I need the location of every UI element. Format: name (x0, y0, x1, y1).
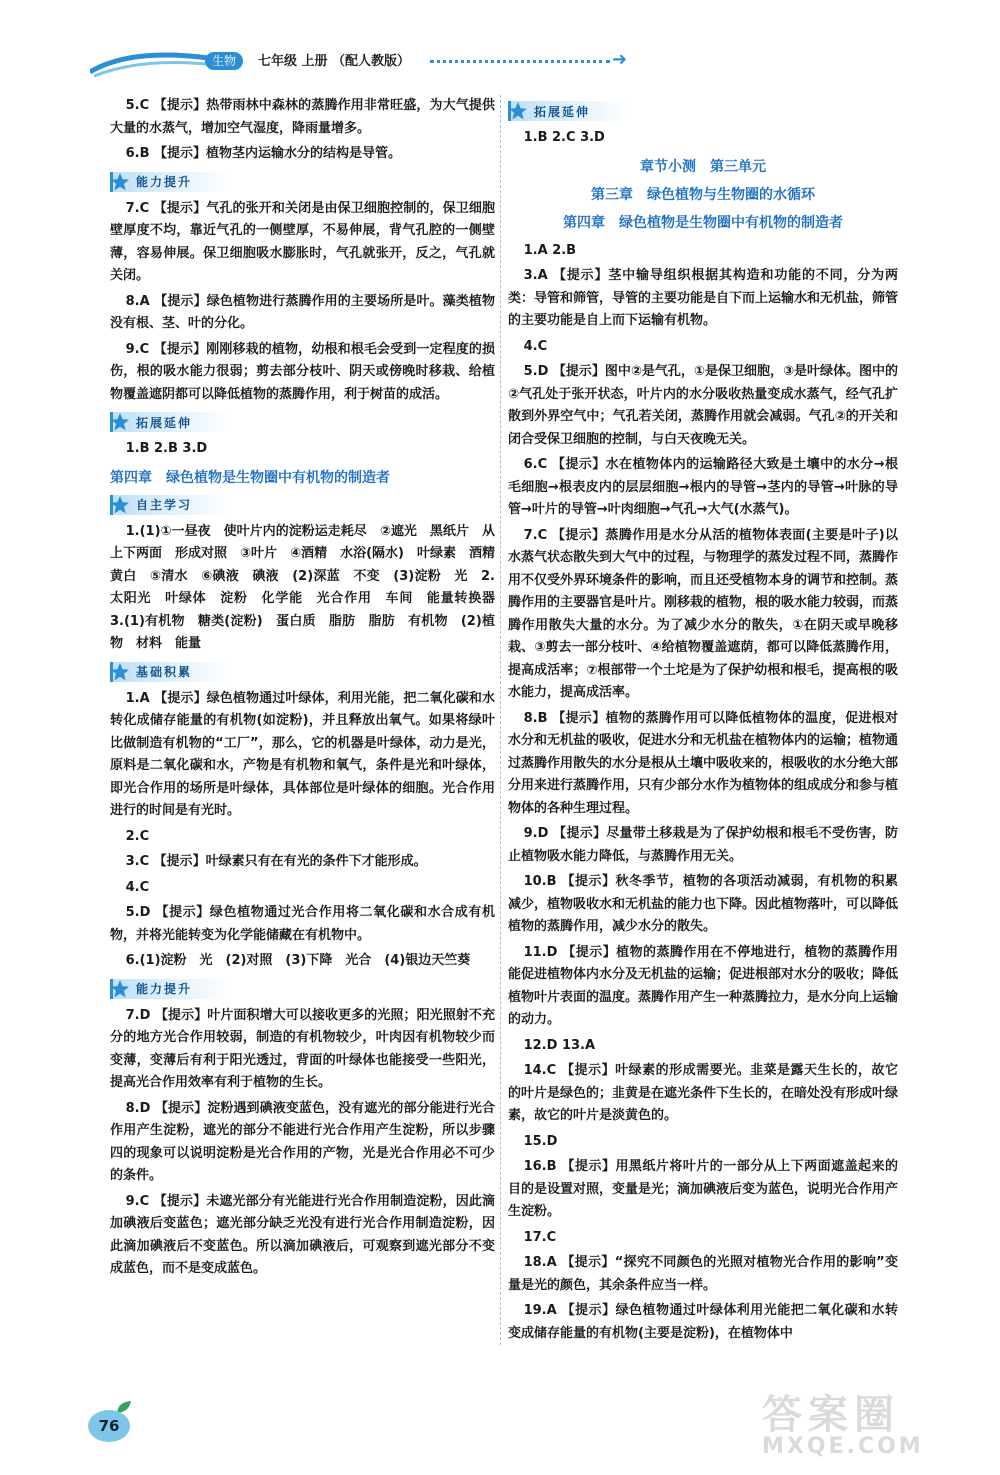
page-number-badge (86, 1400, 136, 1446)
answer-item: 1.A 【提示】绿色植物通过叶绿体，利用光能，把二氧化碳和水转化成储存能量的有机物(如淀粉)，并且释放出氧气。如果将绿叶比做制造有机物的“工厂”，那么，它的机器是叶绿体，动力是光，原料是二氧化碳和水，产物是有机物和氧气，条件是光和叶绿体，即光合作用的场所是叶绿体，具体部位是叶绿体的细胞。光合作用进行的时间是有光时。 (110, 690, 495, 818)
answer-item: 12.D 13.A (523, 1037, 596, 1053)
answer-item: 5.D 【提示】图中②是气孔，①是保卫细胞，③是叶绿体。图中的②气孔处于张开状态，叶片内的水分吸收热量变成水蒸气，经气孔扩散到外界空气中；气孔若关闭，蒸腾作用就会减弱。气孔②的开关和闭合受保卫细胞的控制，与白天夜晚无关。 (508, 364, 898, 447)
answer-item: 10.B 【提示】秋冬季节，植物的各项活动减弱，有机物的积累减少，植物吸收水和无机盐的能力也下降。因此植物落叶，可以降低植物的蒸腾作用，减少水分的散失。 (508, 874, 899, 934)
answer-item: 14.C 【提示】叶绿素的形成需要光。韭菜是露天生长的，故它的叶片是绿色的；韭黄是在遮光条件下生长的，在暗处没有形成叶绿素，故它的叶片是淡黄色的。 (508, 1063, 899, 1123)
section-header (110, 495, 233, 515)
answer-item: 1.B 2.C 3.D (523, 130, 605, 145)
star-icon (508, 101, 528, 121)
answer-item: 8.B 【提示】植物的蒸腾作用可以降低植物体的温度，促进根对水分和无机盐的吸收，促进水分和无机盐在植物体内的运输；植物通过蒸腾作用散失的水分是根从土壤中吸收来的，根吸收的水分绝大部分用来进行蒸腾作用，只有少部分水作为植物体的组成成分和参与植物体的各种生理过程。 (508, 710, 899, 816)
answer-item: 3.C 【提示】叶绿素只有在有光的条件下才能形成。 (125, 854, 427, 869)
answer-item: 7.D 【提示】叶片面积增大可以接收更多的光照；阳光照射不充分的地方光合作用较弱，制造的有机物较少，叶肉因有机物较少而变薄，变薄后有利于阳光透过，背面的叶绿体也能接受一些阳光，提高光合作用效率有利于植物的生长。 (110, 1007, 495, 1090)
left-column (110, 95, 509, 1284)
answer-item: 6.C 【提示】水在植物体内的运输路径大致是土壤中的水分→根毛细胞→根表皮内的层层细胞→根内的导管→茎内的导管→叶脉的导管→叶片的导管→叶肉细胞→气孔→大气(水蒸气)。 (508, 457, 898, 517)
section-header (110, 412, 233, 432)
star-icon (110, 979, 130, 999)
section-header (110, 172, 233, 192)
answer-item: 4.C (523, 338, 548, 354)
book-title: 七年级 上册 （配人教版） (258, 54, 411, 69)
star-icon (110, 662, 130, 682)
answer-item: 18.A 【提示】“探究不同颜色的光照对植物光合作用的影响”变量是光的颜色，其余条件应当一样。 (508, 1255, 898, 1293)
section-title: 自主学习 (136, 498, 193, 512)
page-number: 76 (88, 1410, 130, 1442)
answer-item: 11.D 【提示】植物的蒸腾作用在不停地进行，植物的蒸腾作用能促进植物体内水分及无机盐的运输；促进根部对水分的吸收；降低植物叶片表面的温度。蒸腾作用产生一种蒸腾拉力，是水分向上运输的动力。 (508, 944, 899, 1027)
answer-item: 7.C 【提示】蒸腾作用是水分从活的植物体表面(主要是叶子)以水蒸气状态散失到大气中的过程，与物理学的蒸发过程不同，蒸腾作用不仅受外界环境条件的影响，而且还受植物本身的调节和控制。蒸腾作用的主要器官是叶片。刚移栽的植物，根的吸水能力较弱，而蒸腾作用散失大量的水分。为了减少水分的散失，①在阴天或早晚移栽、③剪去一部分枝叶、④给植物覆盖遮荫，都可以降低蒸腾作用，提高成活率；⑦根部带一个土坨是为了保护幼根和根毛，提高根的吸水能力，提高成活率。 (508, 527, 899, 700)
answer-item: 9.C 【提示】未遮光部分有光能进行光合作用制造淀粉，因此滴加碘液后变蓝色；遮光部分缺乏光没有进行光合作用制造淀粉，因此滴加碘液后不变蓝色。所以滴加碘液后，可观察到遮光部分不变成蓝色，而不是变成蓝色。 (110, 1193, 495, 1276)
answer-item: 16.B 【提示】用黑纸片将叶片的一部分从上下两面遮盖起来的目的是设置对照，变量是光；滴加碘液后变为蓝色，说明光合作用产生淀粉。 (508, 1159, 899, 1219)
answer-item: 5.C 【提示】热带雨林中森林的蒸腾作用非常旺盛，为大气提供大量的水蒸气，增加空气湿度，降雨量增多。 (110, 98, 495, 136)
section-header (110, 662, 233, 682)
arrow-right-icon: ➜ (612, 49, 628, 70)
watermark-text: 答案圈 (762, 1392, 900, 1438)
answer-item: 1.B 2.B 3.D (125, 441, 208, 456)
answer-item: 1.A 2.B (523, 242, 577, 258)
section-title: 能力提升 (136, 175, 193, 189)
subject-badge: 生物 (205, 52, 243, 70)
column-divider (500, 95, 501, 1345)
chapter-heading: 第四章 绿色植物是生物圈中有机物的制造者 (563, 214, 843, 231)
answer-item: 2.C (125, 828, 150, 844)
star-icon (110, 172, 130, 192)
swoosh-decoration-icon (90, 44, 210, 78)
answer-item: 8.D 【提示】淀粉遇到碘液变蓝色，没有遮光的部分能进行光合作用产生淀粉，遮光的部分不能进行光合作用产生淀粉，所以步骤四的现象可以说明淀粉是光合作用的产物，光是光合作用必不可少的条件。 (110, 1100, 495, 1183)
answer-item: 7.C 【提示】气孔的张开和关闭是由保卫细胞控制的，保卫细胞壁厚度不均，靠近气孔的一侧壁厚，不易伸展，背气孔腔的一侧壁薄，容易伸展。保卫细胞吸水膨胀时，气孔就张开，反之，气孔就关闭。 (110, 200, 495, 283)
watermark-logo (762, 1383, 972, 1467)
section-title: 能力提升 (136, 982, 193, 996)
answer-item: 1.(1)①一昼夜 使叶片内的淀粉运走耗尽 ②遮光 黑纸片 从上下两面 形成对照 ③叶片 ④酒精 水浴(隔水) 叶绿素 酒精 黄白 ⑤清水 ⑥碘液 碘液 (2)深蓝 不变 (3)淀粉 光 2.太阳光 叶绿体 淀粉 化学能 光合作用 车间 能量转换器 3.(1)有机物 糖类(淀粉) 蛋白质 脂肪 脂肪 有机物 (2)植物 材料 能量 (110, 523, 509, 651)
answer-item: 9.D 【提示】尽量带土移栽是为了保护幼根和根毛不受伤害，防止植物吸水能力降低，与蒸腾作用无关。 (508, 826, 898, 864)
star-icon (110, 412, 130, 432)
section-title: 基础积累 (136, 665, 193, 679)
section-title: 拓展延伸 (136, 415, 193, 430)
page-header (90, 44, 650, 80)
answer-item: 6.(1)淀粉 光 (2)对照 (3)下降 光合 (4)银边天竺葵 (125, 953, 471, 968)
header-dotted-line (430, 60, 610, 63)
answer-item: 19.A 【提示】绿色植物通过叶绿体利用光能把二氧化碳和水转变成储存能量的有机物(主要是淀粉)，在植物体中 (508, 1303, 898, 1341)
answer-item: 3.A 【提示】茎中输导组织根据其构造和功能的不同，分为两类：导管和筛管，导管的主要功能是自下而上运输水和无机盐，筛管的主要功能是自上而下运输有机物。 (508, 268, 899, 328)
answer-item: 4.C (125, 879, 150, 895)
chapter-heading: 第四章 绿色植物是生物圈中有机物的制造者 (110, 469, 390, 486)
answer-item: 5.D 【提示】绿色植物通过光合作用将二氧化碳和水合成有机物，并将光能转变为化学能储藏在有机物中。 (110, 905, 495, 943)
section-header (508, 101, 631, 121)
right-column (508, 95, 898, 1348)
unit-heading: 章节小测 第三单元 (640, 158, 766, 175)
section-title: 拓展延伸 (534, 104, 591, 119)
answer-item: 8.A 【提示】绿色植物进行蒸腾作用的主要场所是叶。藻类植物没有根、茎、叶的分化。 (110, 293, 495, 331)
answer-item: 6.B 【提示】植物茎内运输水分的结构是导管。 (125, 146, 402, 161)
chapter-heading: 第三章 绿色植物与生物圈的水循环 (591, 186, 815, 203)
star-icon (110, 495, 130, 515)
answer-item: 17.C (523, 1229, 557, 1245)
answer-item: 9.C 【提示】刚刚移栽的植物，幼根和根毛会受到一定程度的损伤，根的吸水能力很弱；剪去部分枝叶、阴天或傍晚时移栽、给植物覆盖遮阴都可以降低植物的蒸腾作用，利于树苗的成活。 (110, 341, 495, 402)
answer-item: 15.D (523, 1133, 558, 1149)
watermark-url: MXQE.COM (762, 1434, 924, 1459)
section-header (110, 979, 233, 999)
